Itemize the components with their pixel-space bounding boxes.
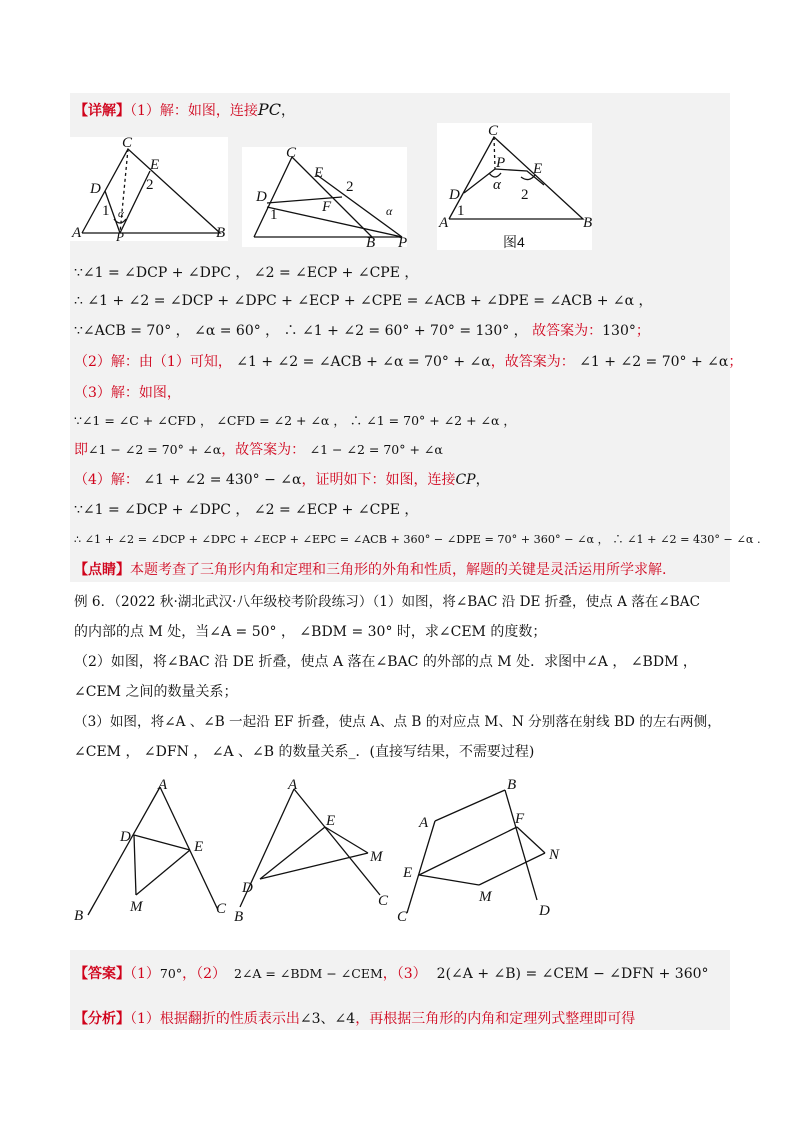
label-E: E	[150, 157, 160, 173]
answer-line: 【答案】（1）70°，（2） 2∠A = ∠BDM − ∠CEM，（3） 2(∠A + ∠B) = ∠CEM − ∠DFN + 360°	[74, 966, 709, 982]
label-C: C	[397, 909, 408, 925]
label-B: B	[74, 908, 84, 924]
label-E: E	[326, 813, 336, 829]
label-E: E	[314, 165, 324, 181]
label-C: C	[378, 893, 389, 909]
label-F: F	[322, 199, 332, 215]
label-M: M	[479, 889, 492, 905]
label-B: B	[583, 215, 592, 231]
analysis-line: 【分析】（1）根据翻折的性质表示出∠3、∠4，再根据三角形的内角和定理列式整理即可得	[74, 1011, 636, 1027]
label-2: 2	[146, 177, 154, 193]
figure-5-svg	[230, 775, 390, 925]
detail-line-2: ∴ ∠1 + ∠2 = ∠DCP + ∠DPC + ∠ECP + ∠CPE = ∠ACB + ∠DPE = ∠ACB + ∠α ，	[74, 293, 653, 309]
label-A: A	[439, 215, 449, 231]
figure-1	[70, 137, 228, 241]
figure-3	[437, 123, 592, 250]
example-line-6: ∠CEM ， ∠DFN ， ∠A 、∠B 的数量关系_．(直接写结果，不需要过程)	[74, 744, 535, 760]
figure-2-svg	[242, 147, 407, 247]
detail-part-4-line-2: ∵∠1 = ∠DCP + ∠DPC ， ∠2 = ∠ECP + ∠CPE ，	[74, 502, 419, 518]
example-title: 例 6．（2022 秋·湖北武汉·八年级校考阶段练习）（1）如图，将∠BAC 沿 DE 折叠，使点 A 落在∠BAC	[74, 594, 701, 610]
label-A: A	[72, 225, 82, 241]
label-D: D	[256, 189, 267, 205]
label-N: N	[549, 847, 560, 863]
label-E: E	[533, 161, 543, 177]
example-line-2: 的内部的点 M 处，当∠A = 50° ， ∠BDM = 30° 时，求∠CEM 的度数；	[74, 624, 547, 640]
label-D: D	[539, 903, 550, 919]
example-line-4: ∠CEM 之间的数量关系；	[74, 684, 238, 700]
label-C: C	[488, 123, 499, 139]
label-alpha: α	[118, 208, 124, 220]
label-D: D	[242, 880, 253, 896]
detail-part-3-line-1: ∵∠1 = ∠C + ∠CFD ， ∠CFD = ∠2 + ∠α ， ∴ ∠1 = 70° + ∠2 + ∠α ，	[74, 413, 516, 428]
label-P: P	[496, 155, 506, 171]
figure-2	[242, 147, 407, 247]
label-M: M	[370, 849, 383, 865]
label-1: 1	[102, 203, 110, 219]
label-A: A	[158, 777, 168, 793]
label-P: P	[116, 229, 124, 241]
detail-line-1: ∵∠1 = ∠DCP + ∠DPC ， ∠2 = ∠ECP + ∠CPE ，	[74, 265, 419, 281]
label-D: D	[120, 829, 131, 845]
example-line-5: （3）如图，将∠A 、∠B 一起沿 EF 折叠，使点 A、点 B 的对应点 M、N 分别落在射线 BD 的左右两侧，	[74, 714, 721, 730]
figure-caption: 图4	[503, 234, 525, 250]
detail-comment: 【点睛】本题考查了三角形内角和定理和三角形的外角和性质，解题的关键是灵活运用所学求解.	[74, 562, 667, 578]
detail-part-3: （3）解：如图，	[74, 385, 181, 401]
label-M: M	[130, 899, 143, 915]
label-E: E	[194, 839, 204, 855]
label-B: B	[216, 225, 226, 241]
figure-1-svg	[70, 137, 228, 241]
detail-intro: 【详解】（1）解：如图，连接PC，	[74, 100, 295, 119]
figure-4-svg	[70, 775, 240, 925]
label-D: D	[449, 187, 460, 203]
label-2: 2	[346, 179, 354, 195]
example-line-3: （2）如图，将∠BAC 沿 DE 折叠，使点 A 落在∠BAC 的外部的点 M 处．求图中∠A ， ∠BDM ，	[74, 654, 697, 670]
figure-3-svg	[437, 123, 592, 250]
label-F: F	[515, 811, 525, 827]
label-C: C	[216, 901, 227, 917]
detail-part-2: （2）解：由（1）可知， ∠1 + ∠2 = ∠ACB + ∠α = 70° + ∠α，故答案为： ∠1 + ∠2 = 70° + ∠α；	[74, 354, 743, 370]
label-C: C	[122, 137, 133, 151]
label-D: D	[90, 181, 101, 197]
label-E: E	[403, 865, 413, 881]
label-1: 1	[270, 207, 278, 223]
label-A: A	[288, 777, 298, 793]
label-alpha: α	[386, 204, 393, 218]
figure-6-svg	[395, 775, 575, 925]
figure-5	[230, 775, 390, 925]
detail-tag: 【详解】	[74, 103, 130, 119]
label-B: B	[234, 909, 244, 925]
detail-part-3-line-2: 即∠1 − ∠2 = 70° + ∠α，故答案为： ∠1 − ∠2 = 70° + ∠α	[74, 442, 443, 458]
label-2: 2	[521, 187, 529, 203]
label-B: B	[507, 777, 517, 793]
detail-part-4-line-3: ∴ ∠1 + ∠2 = ∠DCP + ∠DPC + ∠ECP + ∠EPC = ∠ACB + 360° − ∠DPE = 70° + 360° − ∠α ， ∴ ∠1 + ∠2 = 430° − ∠α .	[74, 533, 761, 546]
detail-line-3: ∵∠ACB = 70° ， ∠α = 60° ， ∴ ∠1 + ∠2 = 60° + 70° = 130° ， 故答案为：130°；	[74, 323, 650, 339]
label-A: A	[419, 815, 429, 831]
figure-6	[395, 775, 575, 925]
label-C: C	[286, 147, 297, 161]
label-1: 1	[457, 203, 465, 219]
label-alpha: α	[493, 177, 501, 193]
figure-4	[70, 775, 240, 925]
label-P: P	[398, 235, 407, 247]
detail-part-4: （4）解： ∠1 + ∠2 = 430° − ∠α，证明如下：如图，连接CP，	[74, 472, 490, 488]
label-B: B	[366, 235, 376, 247]
